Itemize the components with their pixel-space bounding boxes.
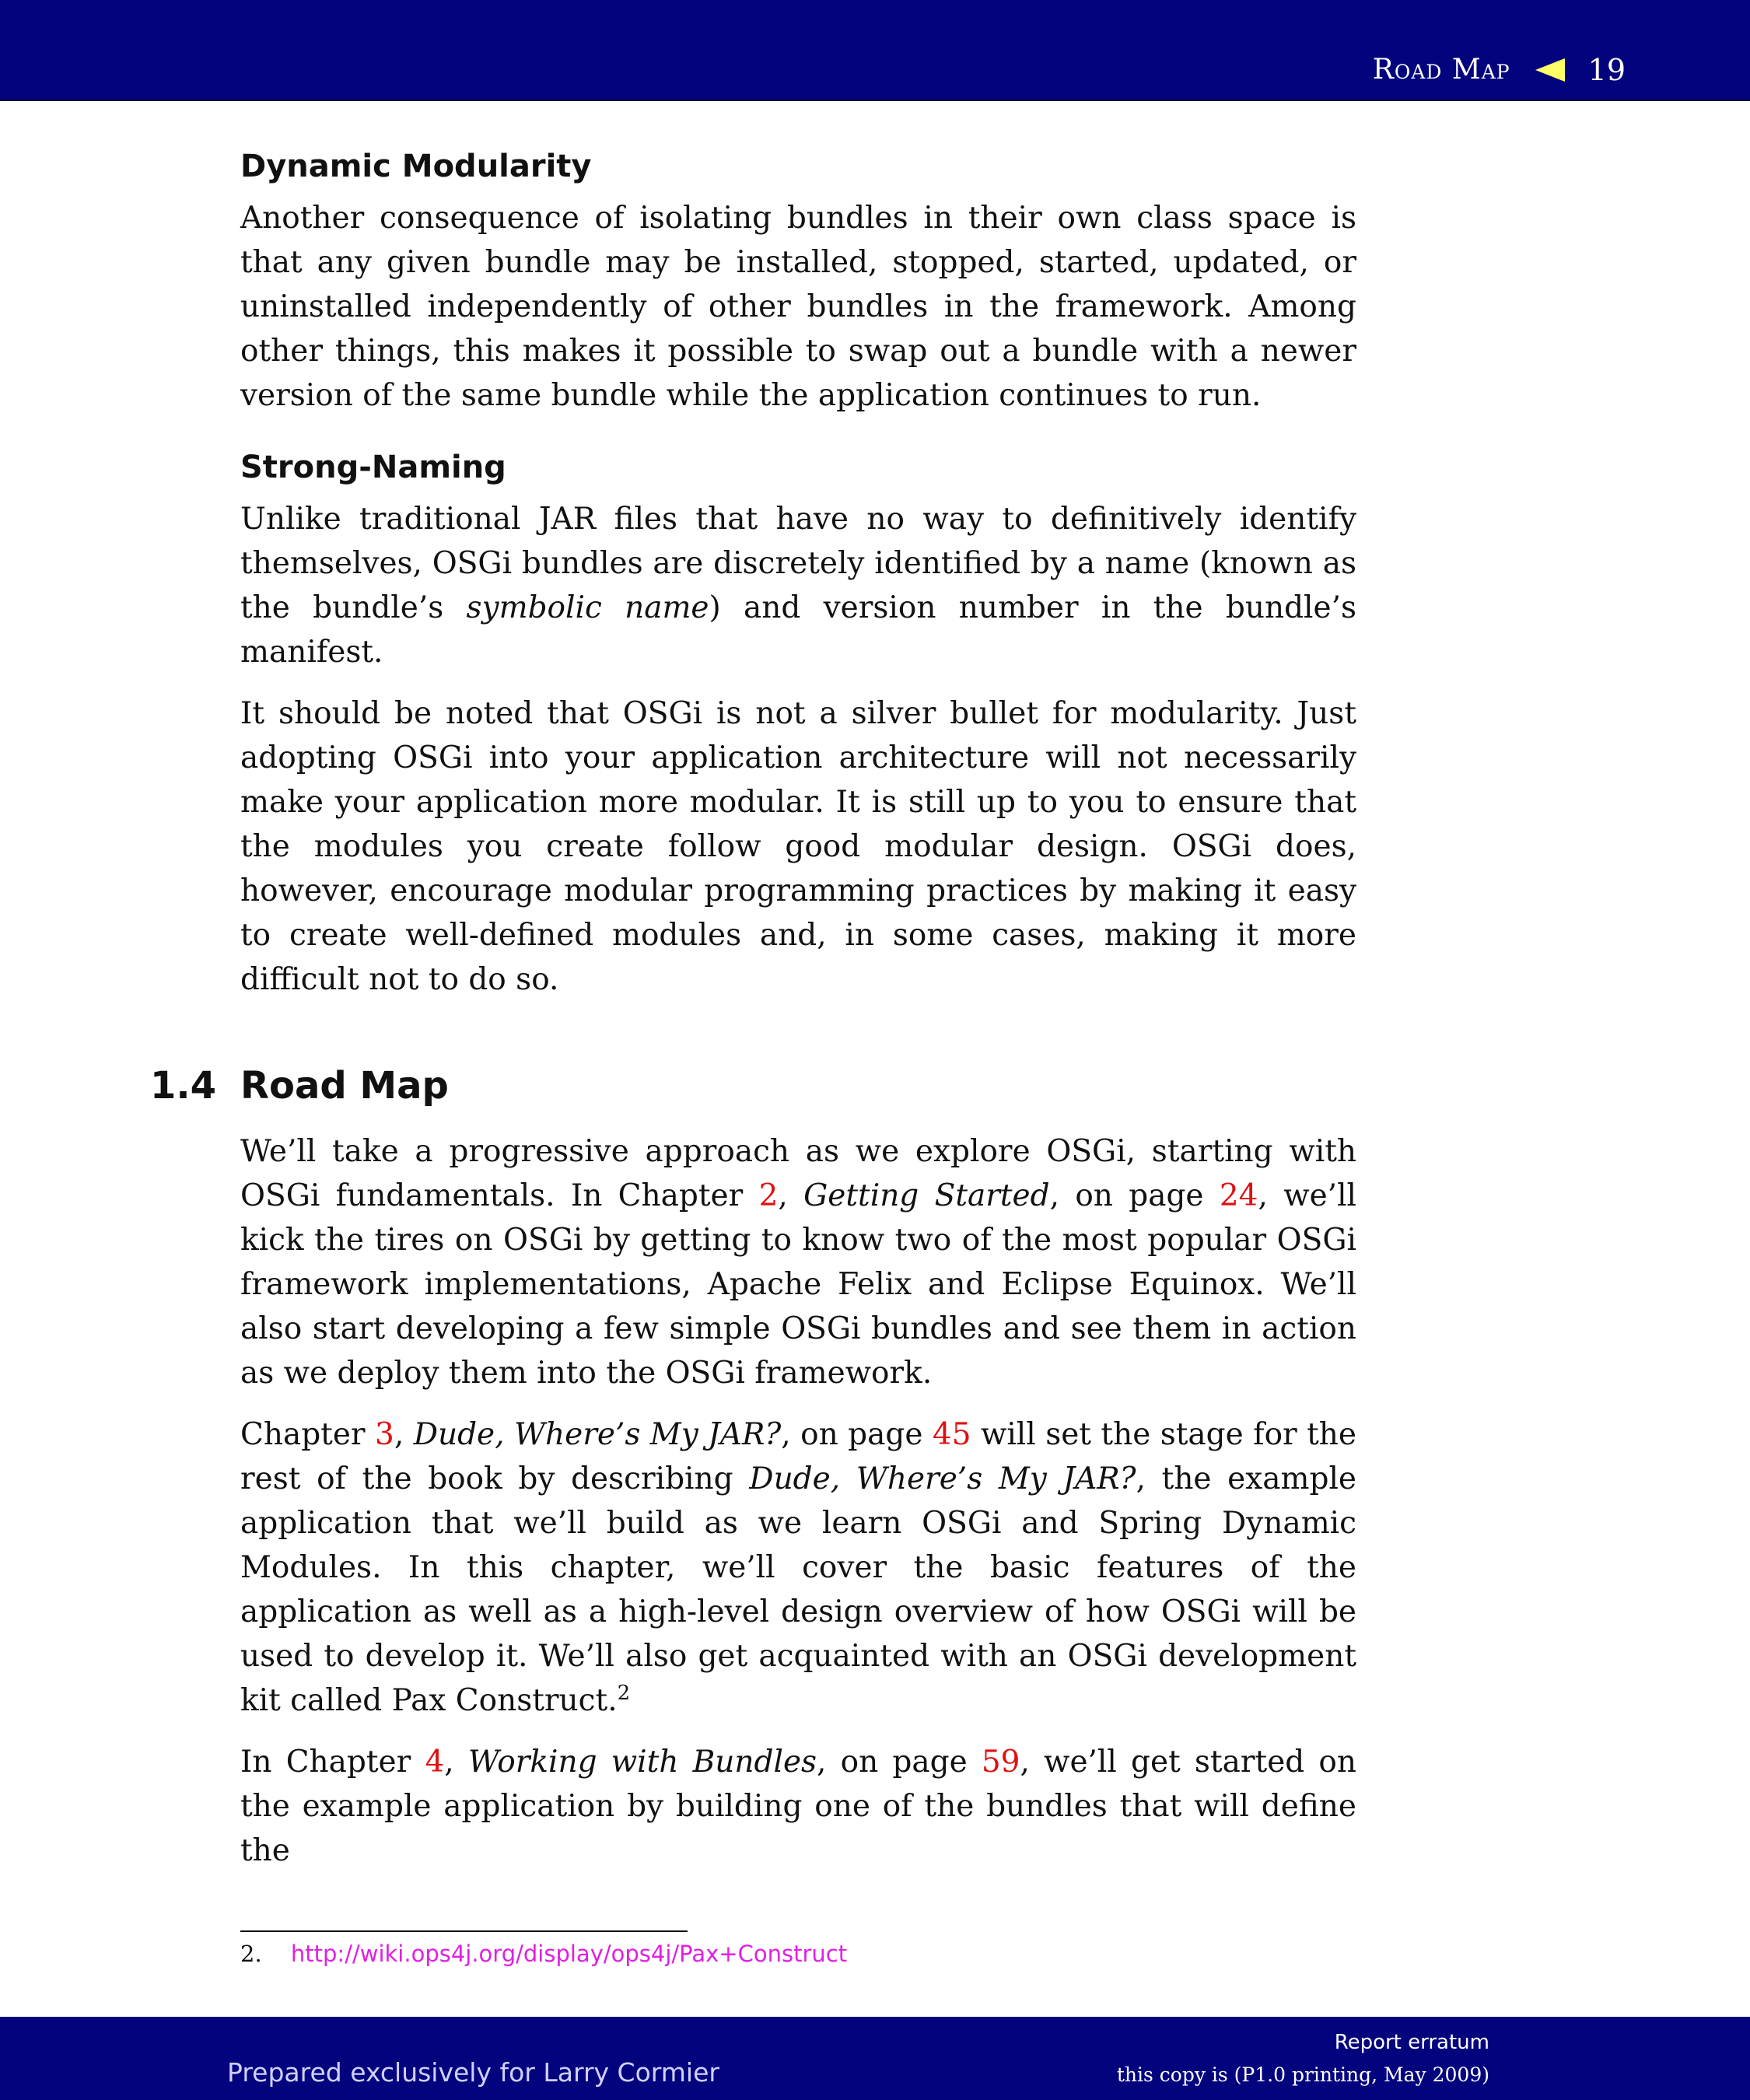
subheading-dynamic-modularity: Dynamic Modularity [240,149,592,184]
chapter-title: Working with Bundles [467,1745,817,1780]
chapter-link-2[interactable]: 2 [758,1178,779,1213]
footnote-number: 2. [240,1941,262,1967]
text-run: , the example application that we’ll build as we learn OSGi and Spring Dynamic Modules. In this chapter, we’ll cover the basic features of the application as well as a high-level design overview of how OSGi will be used to develop it. We’ll also get acquainted with an OSGi development kit called Pax Construct. [240,1461,1357,1718]
text-run: , on page [781,1417,933,1452]
emphasis-app-name: Dude, Where’s My JAR? [749,1461,1136,1496]
text-run: , on page [1049,1178,1220,1213]
page-footer [0,2017,1750,2100]
previous-page-arrow-icon[interactable] [1535,58,1565,82]
section-title: Road Map [240,1064,449,1108]
text-run: In Chapter [240,1745,425,1780]
chapter-title: Dude, Where’s My JAR? [413,1417,782,1452]
page-link-59[interactable]: 59 [981,1745,1020,1780]
text-run: We’ll take a progressive approach as we explore OSGi, starting with OSGi fundamentals. In Chapter [240,1134,1356,1213]
paragraph-dynamic-modularity: Another consequence of isolating bundles in their own class space is that any given bundle may be installed, stopped, started, updated, or uninstalled independently of other bundles in the framework. Among other things, this makes it possible to swap out a bundle with a newer version of the same bundle while the application continues to run. [240,201,1356,413]
text-run: , we’ll get started on the example application by building one of the bundles that will define the [240,1745,1357,1868]
footnote-marker[interactable]: 2 [617,1682,631,1705]
footnote [240,1940,847,1968]
section-heading-road-map [150,1064,1356,1108]
paragraph-road-map-2 [240,1412,1356,1723]
text-run: will set the stage for the rest of the book by describing [240,1417,1357,1496]
footnote-url-link[interactable]: http://wiki.ops4j.org/display/ops4j/Pax+Construct [290,1941,848,1967]
text-run: , [778,1178,804,1213]
text-run: Unlike traditional JAR files that have no way to definitively identify themselves, OSGi bundles are discretely identified by a name (known as the bundle’s [240,502,1356,625]
text-run: , we’ll kick the tires on OSGi by getting to know two of the most popular OSGi framework implementations, Apache Felix and Eclipse Equinox. We’ll also start developing a few simple OSGi bundles and see them in action as we deploy them into the OSGi framework. [240,1178,1357,1391]
prepared-for-text: Prepared exclusively for Larry Cormier [227,2057,719,2088]
page-link-24[interactable]: 24 [1219,1178,1258,1213]
text-run: , [394,1417,414,1452]
text-run: , [444,1745,468,1780]
chapter-link-3[interactable]: 3 [375,1417,394,1452]
page-number: 19 [1587,53,1626,87]
paragraph-road-map-3 [240,1740,1356,1873]
subheading-strong-naming: Strong-Naming [240,450,506,485]
copy-info-text: this copy is (P1.0 printing, May 2009) [1116,2063,1489,2086]
text-run: , on page [817,1745,982,1780]
running-head [1372,53,1626,87]
section-number: 1.4 [150,1064,217,1108]
chapter-link-4[interactable]: 4 [425,1745,445,1780]
running-title: Road Map [1372,54,1510,86]
emphasis-symbolic-name: symbolic name [466,590,709,625]
chapter-title: Getting Started [803,1178,1050,1213]
paragraph-strong-naming [240,497,1356,674]
page-content [150,148,1357,1873]
page-header [0,0,1750,101]
text-run: ) and version number in the bundle’s manifest. [240,590,1357,670]
paragraph-silver-bullet: It should be noted that OSGi is not a silver bullet for modularity. Just adopting OSGi into your application architecture will not necessarily make your application more modular. It is still up to you to ensure that the modules you create follow good modular design. OSGi does, however, encourage modular programming practices by making it easy to create well-defined modules and, in some cases, making it more difficult not to do so. [240,696,1356,997]
paragraph-road-map-1 [240,1129,1356,1395]
report-erratum-link[interactable]: Report erratum [1334,2031,1489,2054]
text-run: Chapter [240,1417,376,1452]
page-link-45[interactable]: 45 [932,1417,971,1452]
footnote-divider [240,1930,688,1932]
